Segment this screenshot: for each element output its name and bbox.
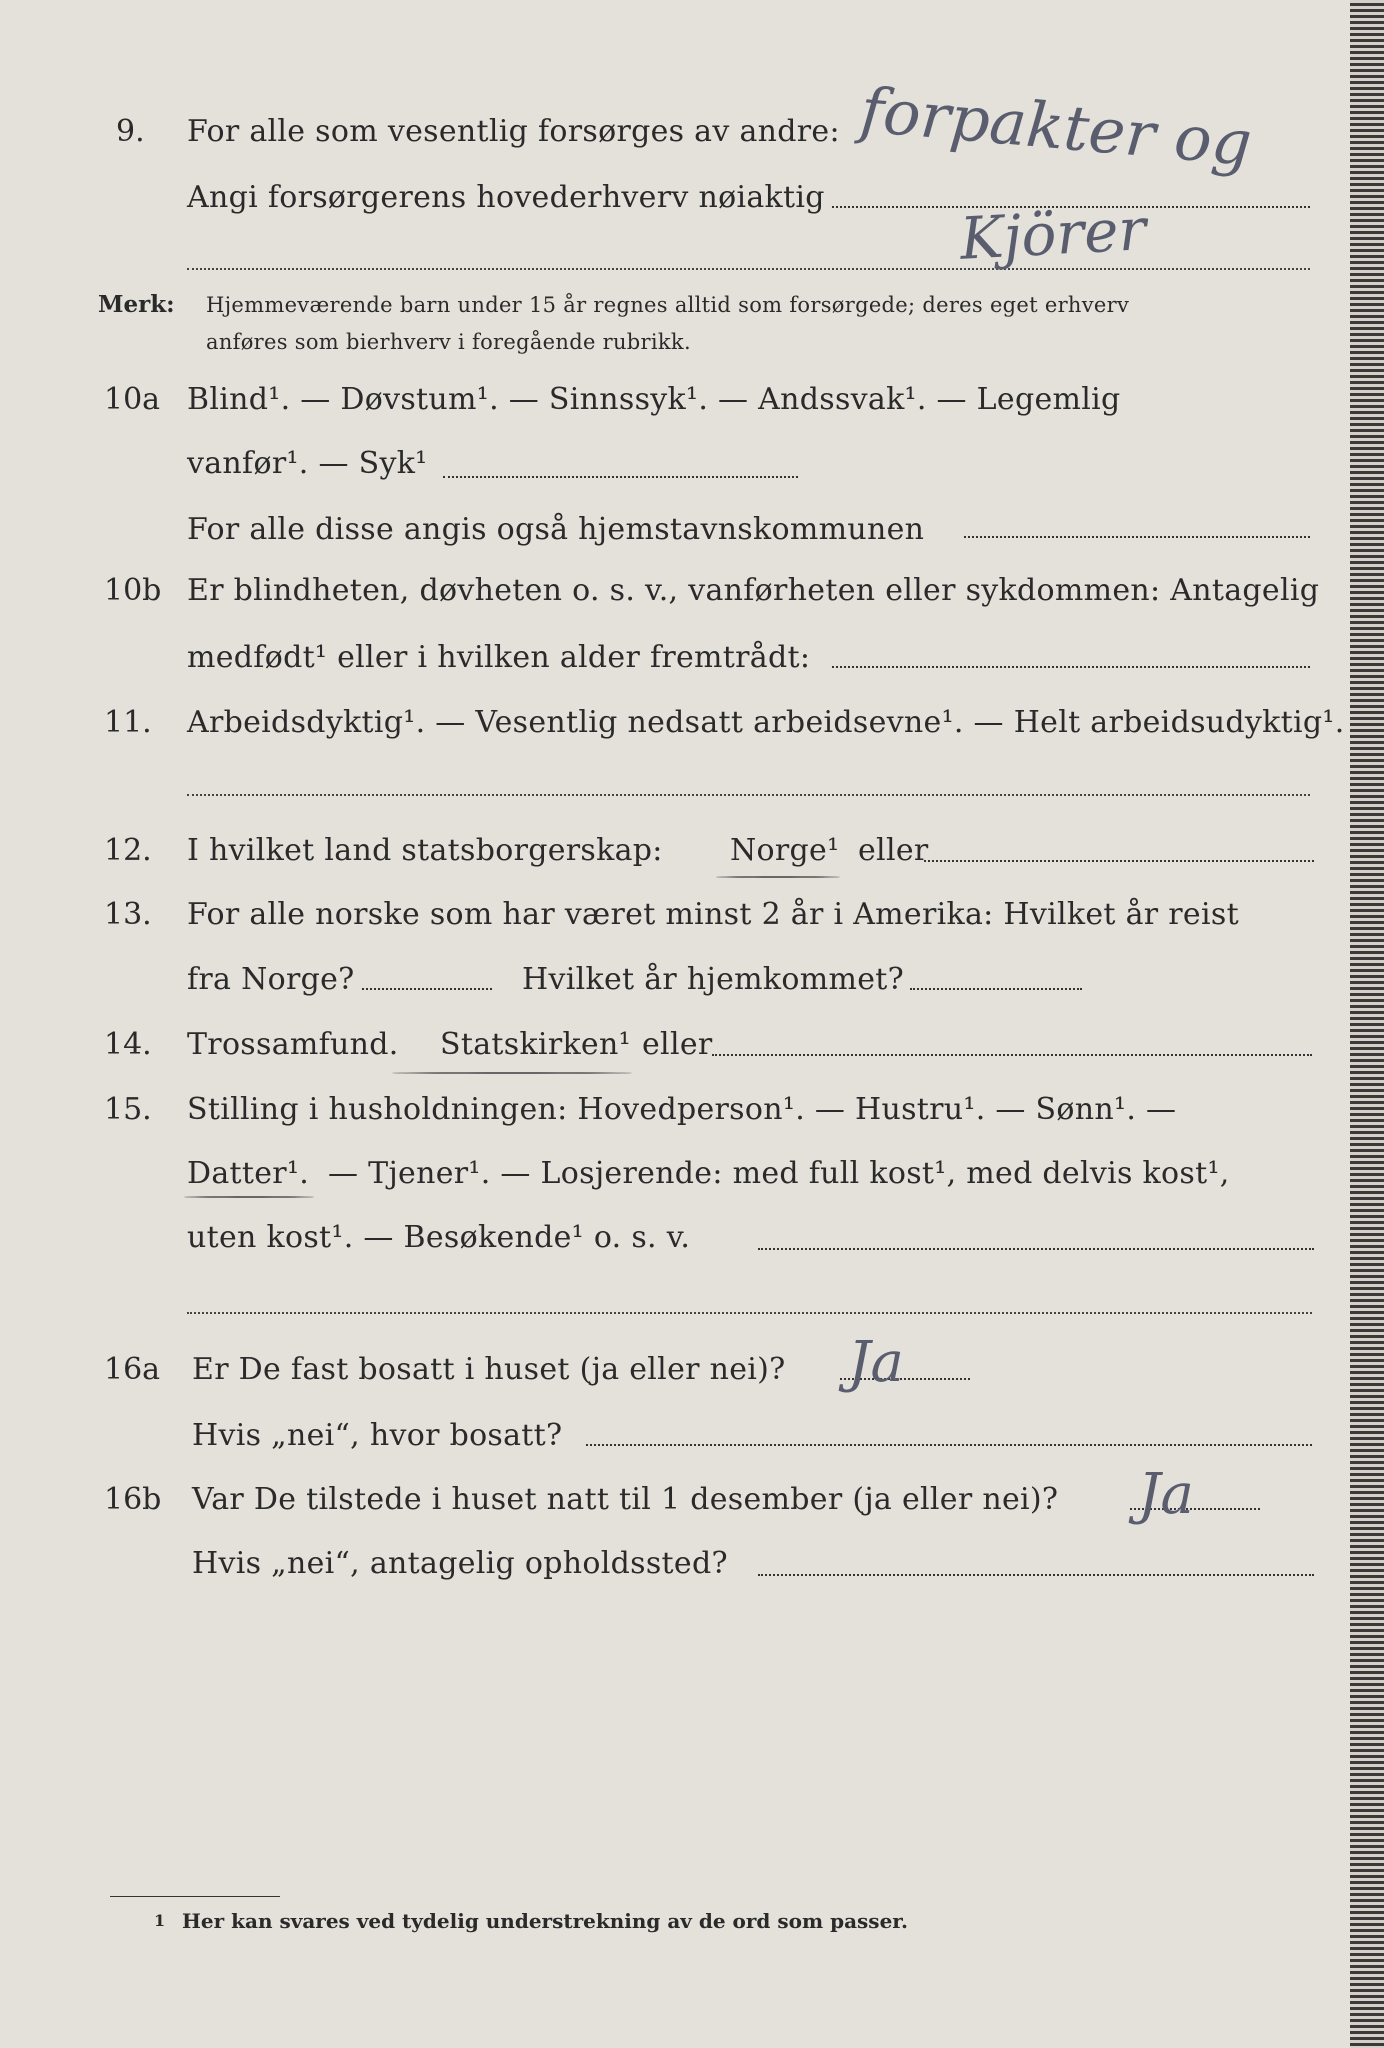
q16a-number: 16a <box>104 1352 161 1387</box>
q15-line2b: — Tjener¹. — Losjerende: med full kost¹, med delvis kost¹, <box>328 1156 1230 1191</box>
q10b-number: 10b <box>104 573 162 608</box>
q16a-line1: Er De fast bosatt i huset (ja eller nei)? <box>192 1352 786 1387</box>
q11-line1: Arbeidsdyktig¹. — Vesentlig nedsatt arbeidsevne¹. — Helt arbeidsudyktig¹. <box>187 705 1345 740</box>
q16a-line2: Hvis „nei“, hvor bosatt? <box>192 1418 563 1453</box>
q16a-handwritten-answer: Ja <box>848 1330 904 1395</box>
q13-reist-line <box>362 988 492 990</box>
q16b-handwritten-answer: Ja <box>1138 1462 1194 1527</box>
q9-extra-line <box>187 268 1310 270</box>
q13-number: 13. <box>104 897 152 932</box>
q9-handwritten-answer-1: forpakter og <box>857 73 1255 180</box>
q9-handwritten-answer-2: Kjörer <box>958 195 1148 273</box>
q10a-line1: Blind¹. — Døvstum¹. — Sinnssyk¹. — Andssvak¹. — Legemlig <box>187 382 1121 417</box>
q13-line1: For alle norske som har været minst 2 år i Amerika: Hvilket år reist <box>187 897 1239 932</box>
q11-answer-line <box>187 794 1310 796</box>
q10a-syk-line <box>443 476 798 478</box>
q16b-opholdssted-line <box>758 1574 1314 1576</box>
footnote-rule <box>110 1896 280 1897</box>
q16b-number: 16b <box>104 1482 162 1517</box>
q14-statskirken: Statskirken¹ <box>440 1027 631 1062</box>
q15-datter: Datter¹. <box>187 1156 310 1191</box>
q16a-bosatt-line <box>586 1444 1312 1446</box>
merk-line2: anføres som bierhverv i foregående rubrikk. <box>206 330 691 354</box>
q12-number: 12. <box>104 833 152 868</box>
q15-number: 15. <box>104 1092 152 1127</box>
footnote-marker: 1 <box>154 1911 166 1930</box>
q9-line1: For alle som vesentlig forsørges av andre: <box>187 114 840 149</box>
q10b-answer-line <box>832 666 1310 668</box>
q15-answer-line <box>758 1248 1314 1250</box>
q14-eller: eller <box>642 1027 713 1062</box>
q14-answer-line <box>712 1054 1312 1056</box>
q12-eller: eller <box>858 833 929 868</box>
q10b-line1: Er blindheten, døvheten o. s. v., vanførheten eller sykdommen: Antagelig <box>187 573 1320 608</box>
q15-extra-line <box>187 1312 1312 1314</box>
q13-hjemkommet-line <box>910 988 1082 990</box>
q16b-line1: Var De tilstede i huset natt til 1 desember (ja eller nei)? <box>192 1482 1059 1517</box>
merk-line1: Hjemmeværende barn under 15 år regnes alltid som forsørgede; deres eget erhverv <box>206 293 1130 317</box>
q10a-line2: vanfør¹. — Syk¹ <box>187 446 428 481</box>
q12-norge-underline <box>716 876 840 878</box>
q15-datter-underline <box>184 1196 314 1198</box>
q9-number: 9. <box>116 114 145 149</box>
q10b-line2: medfødt¹ eller i hvilken alder fremtrådt: <box>187 640 811 675</box>
q10a-kommune-line <box>964 536 1310 538</box>
q16b-line2: Hvis „nei“, antagelig opholdssted? <box>192 1546 728 1581</box>
q12-answer-line <box>924 860 1314 862</box>
q12-text-a: I hvilket land statsborgerskap: <box>187 833 663 868</box>
q10a-number: 10a <box>104 382 161 417</box>
q12-norge: Norge¹ <box>730 833 840 868</box>
q13-line2a: fra Norge? <box>187 962 355 997</box>
q14-statskirken-underline <box>392 1072 632 1074</box>
q15-line1: Stilling i husholdningen: Hovedperson¹. — Hustru¹. — Sønn¹. — <box>187 1092 1177 1127</box>
q15-line3: uten kost¹. — Besøkende¹ o. s. v. <box>187 1220 691 1255</box>
q11-number: 11. <box>104 705 152 740</box>
q14-number: 14. <box>104 1027 152 1062</box>
q9-line2: Angi forsørgerens hovederhverv nøiaktig <box>187 180 825 215</box>
q13-line2b: Hvilket år hjemkommet? <box>522 962 905 997</box>
footnote-text: Her kan svares ved tydelig understrekning av de ord som passer. <box>182 1909 908 1933</box>
merk-label: Merk: <box>98 291 175 318</box>
page-edge <box>1350 0 1384 2048</box>
q14-text-a: Trossamfund. <box>187 1027 399 1062</box>
q10a-line3: For alle disse angis også hjemstavnskommunen <box>187 512 925 547</box>
